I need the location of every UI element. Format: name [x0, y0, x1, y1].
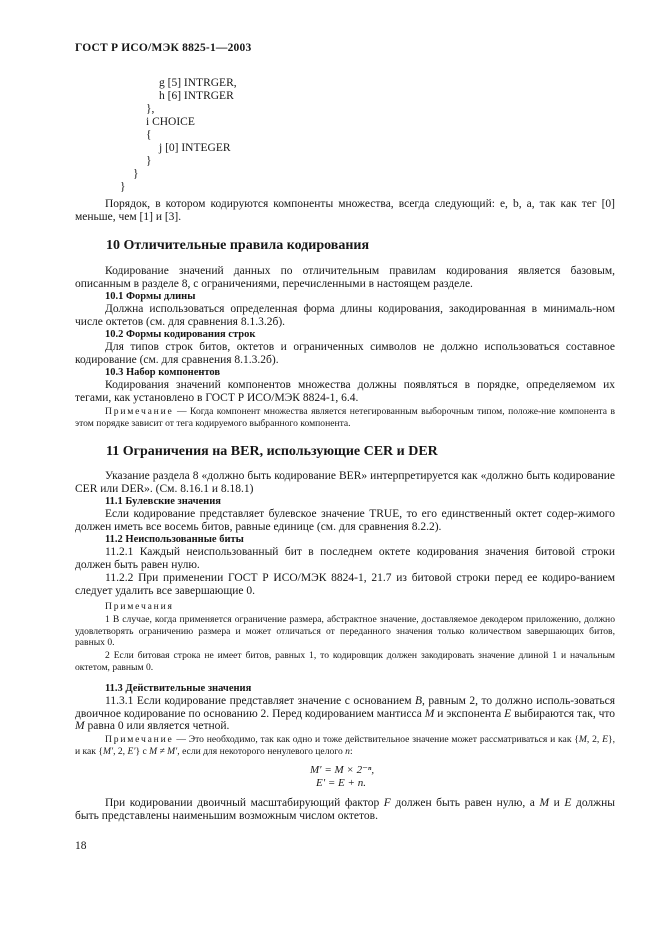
code-line: g [5] INTRGER, — [159, 77, 237, 89]
section-11-3-heading: 11.3 Действительные значения — [105, 683, 252, 694]
section-10-2-heading: 10.2 Формы кодирования строк — [105, 329, 256, 340]
notes-label-text: Примечания — [105, 601, 174, 612]
section-10-1-heading: 10.1 Формы длины — [105, 291, 196, 302]
code-line: } — [133, 168, 139, 180]
code-line: } — [120, 181, 126, 193]
section-10-paragraph: Кодирование значений данных по отличительным правилам кодирования является базовым, описанным в разделе 8, с ограничениями, перечисленными в настоящем разделе. — [75, 265, 615, 290]
note-1: 1 В случае, когда применяется ограничение размера, абстрактное значение, доставляемое декодером приложению, должно удовлетворять ограничению размера и может отличаться от переданного значения только количеством завершающих битов, равных 0. — [75, 614, 615, 648]
code-line: j [0] INTEGER — [159, 142, 231, 154]
formula-mantissa: M′ = M × 2⁻ⁿ, — [310, 764, 375, 776]
formula-exponent: E′ = E + n. — [316, 777, 366, 789]
section-10-1-text: Должна использоваться определенная форма длины кодирования, закодированная в минималь-ном числе октетов (см. для сравнения 8.1.3.2б). — [75, 303, 615, 328]
note-label: Примечание — [105, 406, 174, 417]
note-text: — Когда компонент множества является нетегированным выборочным типом, положе-ние компонента в этом порядке зависит от тега кодируемого выбранного компонента. — [75, 406, 615, 429]
code-line: i CHOICE — [146, 116, 195, 128]
section-10-note — [75, 406, 615, 429]
page-number: 18 — [75, 840, 87, 852]
section-10-3-heading: 10.3 Набор компонентов — [105, 367, 221, 378]
code-line: { — [146, 129, 152, 141]
section-11-2-heading: 11.2 Неиспользованные биты — [105, 534, 244, 545]
code-line: }, — [146, 103, 155, 115]
code-line: h [6] INTRGER — [159, 90, 234, 102]
note-2: 2 Если битовая строка не имеет битов, равных 1, то кодировщик должен закодировать значение длиной 1 и начальным октетом, равным 0. — [75, 650, 615, 673]
final-paragraph: При кодировании двоичный масштабирующий фактор F должен быть равен нулю, а M и E должны быть представлены наименьшим возможным числом октетов. — [75, 797, 615, 822]
section-11-2-2-text: 11.2.2 При применении ГОСТ Р ИСО/МЭК 8824-1, 21.7 из битовой строки перед ее кодиро-ванием следует удалить все завершающие 0. — [75, 572, 615, 597]
section-11-1-text: Если кодирование представляет булевское значение TRUE, то его единственный октет содер-жимого должен иметь все восемь битов, равные единице (см. для сравнения 8.2.2). — [75, 508, 615, 533]
intro-paragraph: Порядок, в котором кодируются компоненты множества, всегда следующий: е, b, а, так как тег [0] меньше, чем [1] и [3]. — [75, 198, 615, 223]
section-10-3-text: Кодирования значений компонентов множества должны появляться в порядке, определяемом их тегами, как установлено в ГОСТ Р ИСО/МЭК 8824-1, 6.4. — [75, 379, 615, 404]
section-11-3-1-text: 11.3.1 Если кодирование представляет значение с основанием B, равным 2, то должно исполь-зоваться двоичное кодирование по основанию 2. Перед кодированием мантисса M и экспонента E выбираются так, что M равна 0 или является четной. — [75, 695, 616, 733]
section-11-paragraph: Указание раздела 8 «должно быть кодирование BER» интерпретируется как «должно быть кодирование CER или DER». (См. 8.16.1 и 8.18.1) — [75, 470, 615, 495]
section-11-2-1-text: 11.2.1 Каждый неиспользованный бит в последнем октете кодирования значения битовой строки должен быть равен нулю. — [75, 546, 615, 571]
section-11-1-heading: 11.1 Булевские значения — [105, 496, 221, 507]
section-10-heading: 10 Отличительные правила кодирования — [106, 238, 370, 253]
section-11-heading: 11 Ограничения на BER, использующие CER и DER — [106, 444, 438, 459]
section-10-2-text: Для типов строк битов, октетов и ограниченных символов не должно использоваться составное кодирование (см. для сравнения 8.1.3.2б). — [75, 341, 615, 366]
code-line: } — [146, 155, 152, 167]
section-11-3-note: Примечание — Это необходимо, так как одно и тоже действительное значение может рассматриваться и как {M, 2, E}, и как {M′, 2, E′} с M ≠ M′, если для некоторого ненулевого целого n: — [75, 734, 616, 757]
document-header: ГОСТ Р ИСО/МЭК 8825-1—2003 — [75, 42, 252, 54]
notes-label — [75, 601, 615, 613]
